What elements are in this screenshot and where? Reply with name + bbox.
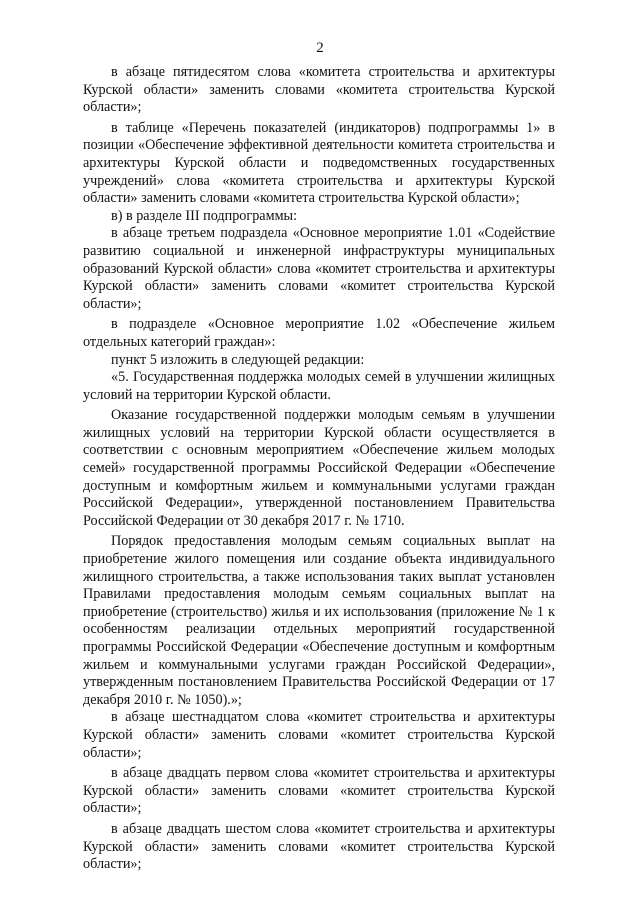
paragraph-5: в подразделе «Основное мероприятие 1.02 «Обеспечение жильем отдельных категорий граждан»: — [83, 316, 555, 350]
paragraph-8: Оказание государственной поддержки молодым семьям в улучшении жилищных условий на территории Курской области осуществляется в соответствии с основным мероприятием «Обеспечение жильем молодых семей» государственной программы Российской Федерации «Обеспечение доступным и комфортным жильем и коммунальными услугами граждан Российской Федерации», утвержденной постановлением Правительства Российской Федерации от 30 декабря 2017 г. № 1710. — [83, 407, 555, 529]
paragraph-6: пункт 5 изложить в следующей редакции: — [111, 351, 365, 368]
paragraph-4: в абзаце третьем подраздела «Основное мероприятие 1.01 «Содействие развитию социальной и инженерной инфраструктуры муниципальных образований Курской области» слова «комитет строительства и архитектуры Курской области» заменить словами «комитет строительства Курской области»; — [83, 225, 555, 312]
paragraph-1: в абзаце пятидесятом слова «комитета строительства и архитектуры Курской области» заменить словами «комитета строительства Курской области»; — [83, 64, 555, 116]
paragraph-9: Порядок предоставления молодым семьям социальных выплат на приобретение жилого помещения или создание объекта индивидуального жилищного строительства, а также использования таких выплат установлен Правилами предоставления молодым семьям социальных выплат на приобретение (строительство) жилья и их использования (приложение № 1 к особенностям реализации отдельных мероприятий государственной программы Российской Федерации «Обеспечение доступным и комфортным жильем и коммунальными услугами граждан Российской Федерации», утвержденным постановлением Правительства Российской Федерации от 17 декабря 2010 г. № 1050).»; — [83, 533, 555, 708]
paragraph-7: «5. Государственная поддержка молодых семей в улучшении жилищных условий на территории Курской области. — [83, 369, 555, 403]
paragraph-10: в абзаце шестнадцатом слова «комитет строительства и архитектуры Курской области» заменить словами «комитет строительства Курской области»; — [83, 709, 555, 761]
paragraph-12: в абзаце двадцать шестом слова «комитет строительства и архитектуры Курской области» заменить словами «комитет строительства Курской области»; — [83, 820, 555, 873]
paragraph-3: в) в разделе III подпрограммы: — [111, 207, 298, 224]
paragraph-11: в абзаце двадцать первом слова «комитет строительства и архитектуры Курской области» заменить словами «комитет строительства Курской области»; — [83, 765, 555, 817]
paragraph-2: в таблице «Перечень показателей (индикаторов) подпрограммы 1» в позиции «Обеспечение эффективной деятельности комитета строительства и архитектуры Курской области и подведомственных государственных учреждений» слова «комитета строительства и архитектуры Курской области» заменить словами «комитета строительства Курской области»; — [83, 119, 555, 207]
page-number: 2 — [316, 40, 324, 56]
document-body — [83, 64, 555, 874]
